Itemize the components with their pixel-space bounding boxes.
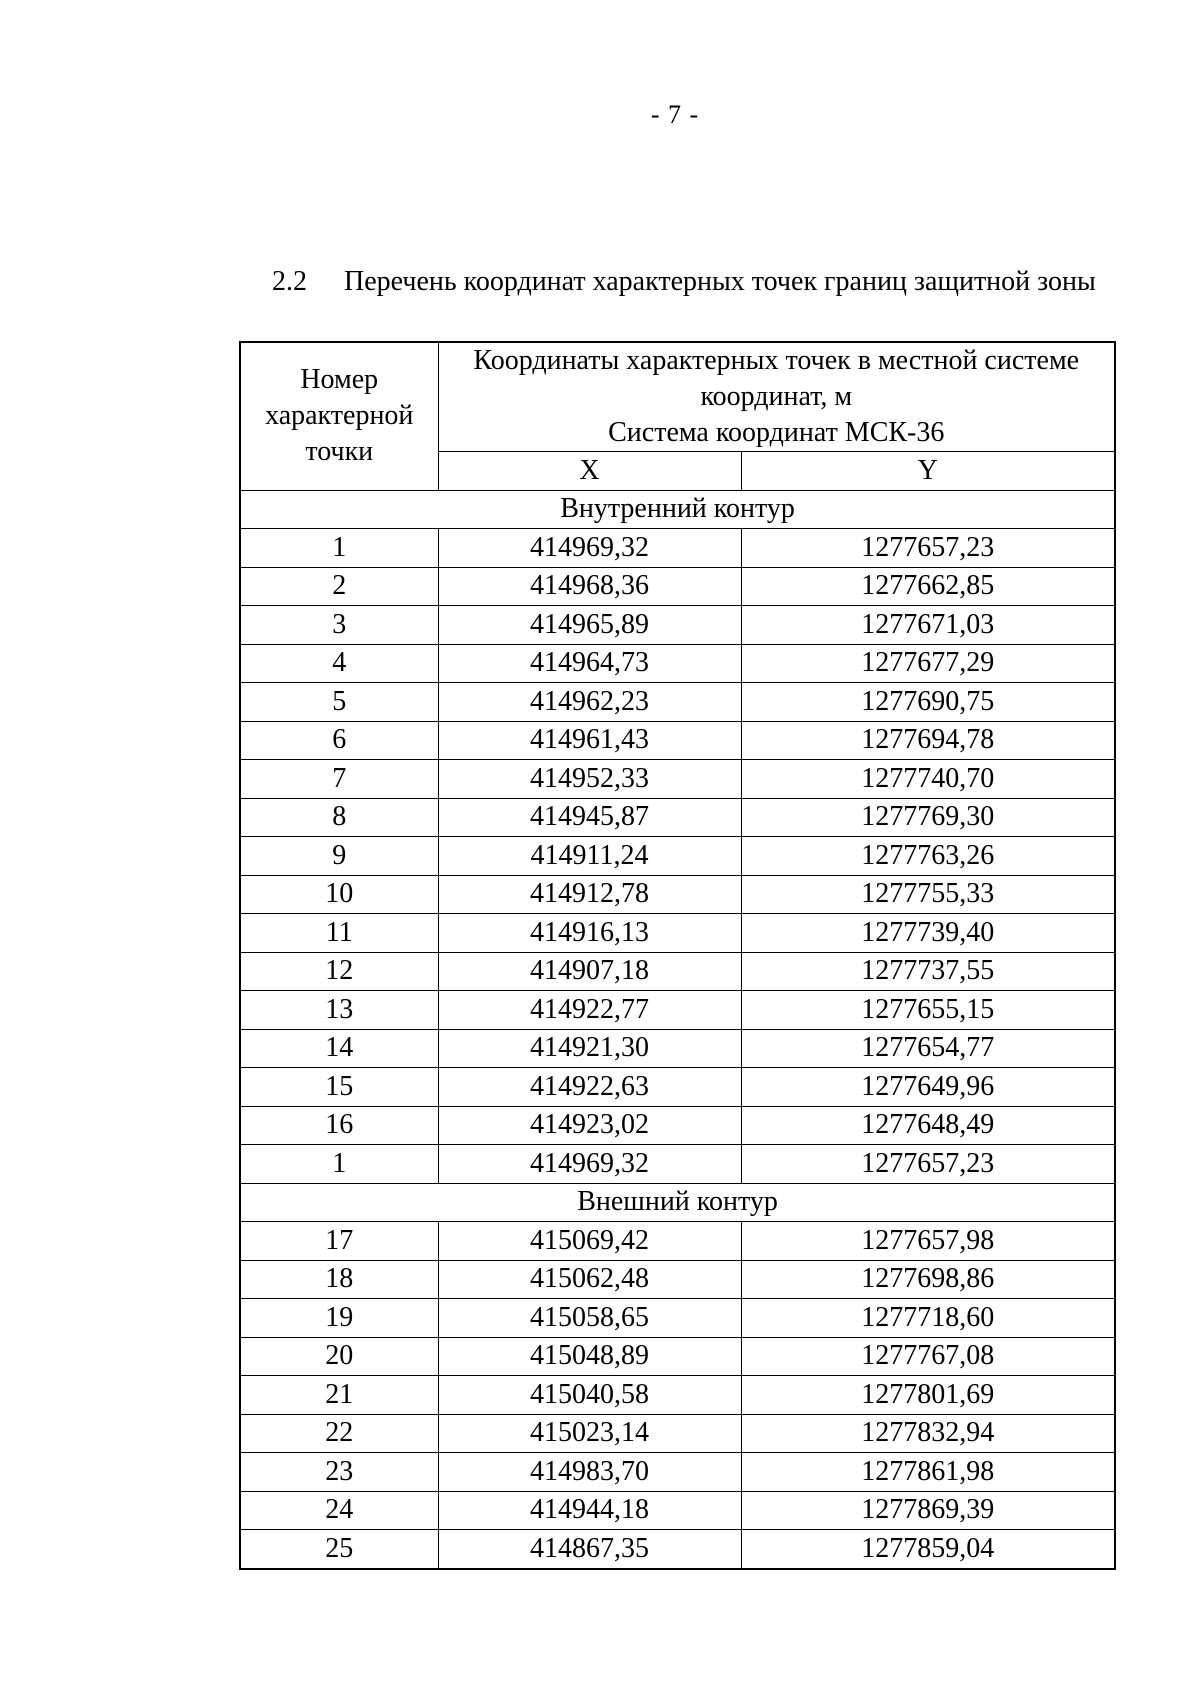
y-coordinate-cell: 1277832,94 xyxy=(741,1414,1115,1453)
table-body xyxy=(240,490,1115,1569)
table-row xyxy=(240,798,1115,837)
page-number: - 7 - xyxy=(650,100,700,129)
x-coordinate-cell: 414964,73 xyxy=(438,644,741,683)
x-coordinate-cell: 414916,13 xyxy=(438,914,741,953)
section-number: 2.2 xyxy=(272,266,307,297)
point-number-cell: 1 xyxy=(240,529,438,568)
x-coordinate-cell: 414965,89 xyxy=(438,606,741,645)
table-row xyxy=(240,1337,1115,1376)
x-coordinate-cell: 414921,30 xyxy=(438,1029,741,1068)
table-row xyxy=(240,875,1115,914)
x-coordinate-cell: 414923,02 xyxy=(438,1106,741,1145)
y-coordinate-cell: 1277657,23 xyxy=(741,1145,1115,1184)
x-coordinate-cell: 414912,78 xyxy=(438,875,741,914)
table-row xyxy=(240,1299,1115,1338)
table-row xyxy=(240,1491,1115,1530)
table-header xyxy=(240,342,1115,490)
point-number-cell: 13 xyxy=(240,991,438,1030)
table-row xyxy=(240,644,1115,683)
x-coordinate-cell: 414969,32 xyxy=(438,1145,741,1184)
coordinates-table xyxy=(239,341,1116,1570)
x-coordinate-cell: 415023,14 xyxy=(438,1414,741,1453)
y-coordinate-cell: 1277677,29 xyxy=(741,644,1115,683)
y-coordinate-cell: 1277649,96 xyxy=(741,1068,1115,1107)
x-coordinate-cell: 414962,23 xyxy=(438,683,741,722)
point-number-cell: 5 xyxy=(240,683,438,722)
table-row xyxy=(240,606,1115,645)
point-number-cell: 14 xyxy=(240,1029,438,1068)
point-number-cell: 16 xyxy=(240,1106,438,1145)
point-number-cell: 8 xyxy=(240,798,438,837)
point-number-cell: 6 xyxy=(240,721,438,760)
coordinates-header xyxy=(438,342,1115,452)
point-number-cell: 19 xyxy=(240,1299,438,1338)
point-number-cell: 18 xyxy=(240,1260,438,1299)
x-coordinate-cell: 414968,36 xyxy=(438,567,741,606)
point-number-cell: 9 xyxy=(240,837,438,876)
point-number-cell: 20 xyxy=(240,1337,438,1376)
y-coordinate-cell: 1277718,60 xyxy=(741,1299,1115,1338)
point-number-cell: 21 xyxy=(240,1376,438,1415)
point-number-cell: 4 xyxy=(240,644,438,683)
table-row xyxy=(240,952,1115,991)
table-row xyxy=(240,914,1115,953)
x-coordinate-cell: 414922,63 xyxy=(438,1068,741,1107)
y-coordinate-cell: 1277737,55 xyxy=(741,952,1115,991)
x-coordinate-cell: 415069,42 xyxy=(438,1222,741,1261)
x-coordinate-cell: 414944,18 xyxy=(438,1491,741,1530)
y-coordinate-cell: 1277869,39 xyxy=(741,1491,1115,1530)
y-coordinate-cell: 1277801,69 xyxy=(741,1376,1115,1415)
table-row xyxy=(240,1260,1115,1299)
x-coordinate-cell: 414911,24 xyxy=(438,837,741,876)
table-row xyxy=(240,683,1115,722)
y-coordinate-cell: 1277740,70 xyxy=(741,760,1115,799)
table-row xyxy=(240,1530,1115,1569)
coords-header-line: координат, м xyxy=(700,381,853,412)
table-row xyxy=(240,1106,1115,1145)
y-coordinate-cell: 1277662,85 xyxy=(741,567,1115,606)
table-row xyxy=(240,721,1115,760)
point-number-header xyxy=(240,342,438,490)
point-number-cell: 22 xyxy=(240,1414,438,1453)
coords-header-line: Система координат МСК-36 xyxy=(608,417,945,448)
x-coordinate-cell: 414867,35 xyxy=(438,1530,741,1569)
section-heading xyxy=(272,266,1096,298)
table-row xyxy=(240,1453,1115,1492)
table-row xyxy=(240,1145,1115,1184)
x-coordinate-cell: 414945,87 xyxy=(438,798,741,837)
y-coordinate-cell: 1277655,15 xyxy=(741,991,1115,1030)
y-coordinate-cell: 1277739,40 xyxy=(741,914,1115,953)
point-header-line: Номер xyxy=(300,364,379,396)
point-header-line: точки xyxy=(305,436,374,468)
x-coordinate-cell: 414983,70 xyxy=(438,1453,741,1492)
y-coordinate-cell: 1277861,98 xyxy=(741,1453,1115,1492)
inner-contour-title: Внутренний контур xyxy=(240,490,1115,529)
point-number-cell: 10 xyxy=(240,875,438,914)
table-row xyxy=(240,1068,1115,1107)
table-row xyxy=(240,1414,1115,1453)
point-number-cell: 7 xyxy=(240,760,438,799)
y-coordinate-cell: 1277654,77 xyxy=(741,1029,1115,1068)
table-row xyxy=(240,991,1115,1030)
point-number-cell: 12 xyxy=(240,952,438,991)
x-coordinate-cell: 415048,89 xyxy=(438,1337,741,1376)
y-coordinate-cell: 1277698,86 xyxy=(741,1260,1115,1299)
table-row xyxy=(240,837,1115,876)
x-coordinate-cell: 415062,48 xyxy=(438,1260,741,1299)
contour-title-row xyxy=(240,1183,1115,1222)
table-row xyxy=(240,1222,1115,1261)
y-coordinate-cell: 1277769,30 xyxy=(741,798,1115,837)
table-row xyxy=(240,760,1115,799)
y-coordinate-cell: 1277648,49 xyxy=(741,1106,1115,1145)
y-coordinate-cell: 1277755,33 xyxy=(741,875,1115,914)
point-header-line: характерной xyxy=(265,400,414,432)
table-row xyxy=(240,567,1115,606)
point-number-cell: 3 xyxy=(240,606,438,645)
point-number-cell: 11 xyxy=(240,914,438,953)
point-number-cell: 25 xyxy=(240,1530,438,1569)
section-title: Перечень координат характерных точек границ защитной зоны xyxy=(344,266,1096,297)
x-coordinate-cell: 414907,18 xyxy=(438,952,741,991)
contour-title-row xyxy=(240,490,1115,529)
x-coordinate-cell: 414969,32 xyxy=(438,529,741,568)
y-coordinate-cell: 1277767,08 xyxy=(741,1337,1115,1376)
x-column-header: X xyxy=(438,452,741,491)
y-column-header: Y xyxy=(741,452,1115,491)
x-coordinate-cell: 414952,33 xyxy=(438,760,741,799)
x-coordinate-cell: 414961,43 xyxy=(438,721,741,760)
point-number-cell: 1 xyxy=(240,1145,438,1184)
point-number-cell: 15 xyxy=(240,1068,438,1107)
point-number-cell: 23 xyxy=(240,1453,438,1492)
x-coordinate-cell: 415040,58 xyxy=(438,1376,741,1415)
coords-header-line: Координаты характерных точек в местной системе xyxy=(473,345,1080,376)
y-coordinate-cell: 1277694,78 xyxy=(741,721,1115,760)
y-coordinate-cell: 1277671,03 xyxy=(741,606,1115,645)
x-coordinate-cell: 415058,65 xyxy=(438,1299,741,1338)
x-coordinate-cell: 414922,77 xyxy=(438,991,741,1030)
point-number-cell: 24 xyxy=(240,1491,438,1530)
point-number-cell: 17 xyxy=(240,1222,438,1261)
y-coordinate-cell: 1277763,26 xyxy=(741,837,1115,876)
point-number-cell: 2 xyxy=(240,567,438,606)
table-row xyxy=(240,1376,1115,1415)
table-row xyxy=(240,529,1115,568)
y-coordinate-cell: 1277657,98 xyxy=(741,1222,1115,1261)
y-coordinate-cell: 1277690,75 xyxy=(741,683,1115,722)
y-coordinate-cell: 1277859,04 xyxy=(741,1530,1115,1569)
outer-contour-title: Внешний контур xyxy=(240,1183,1115,1222)
table-row xyxy=(240,1029,1115,1068)
y-coordinate-cell: 1277657,23 xyxy=(741,529,1115,568)
